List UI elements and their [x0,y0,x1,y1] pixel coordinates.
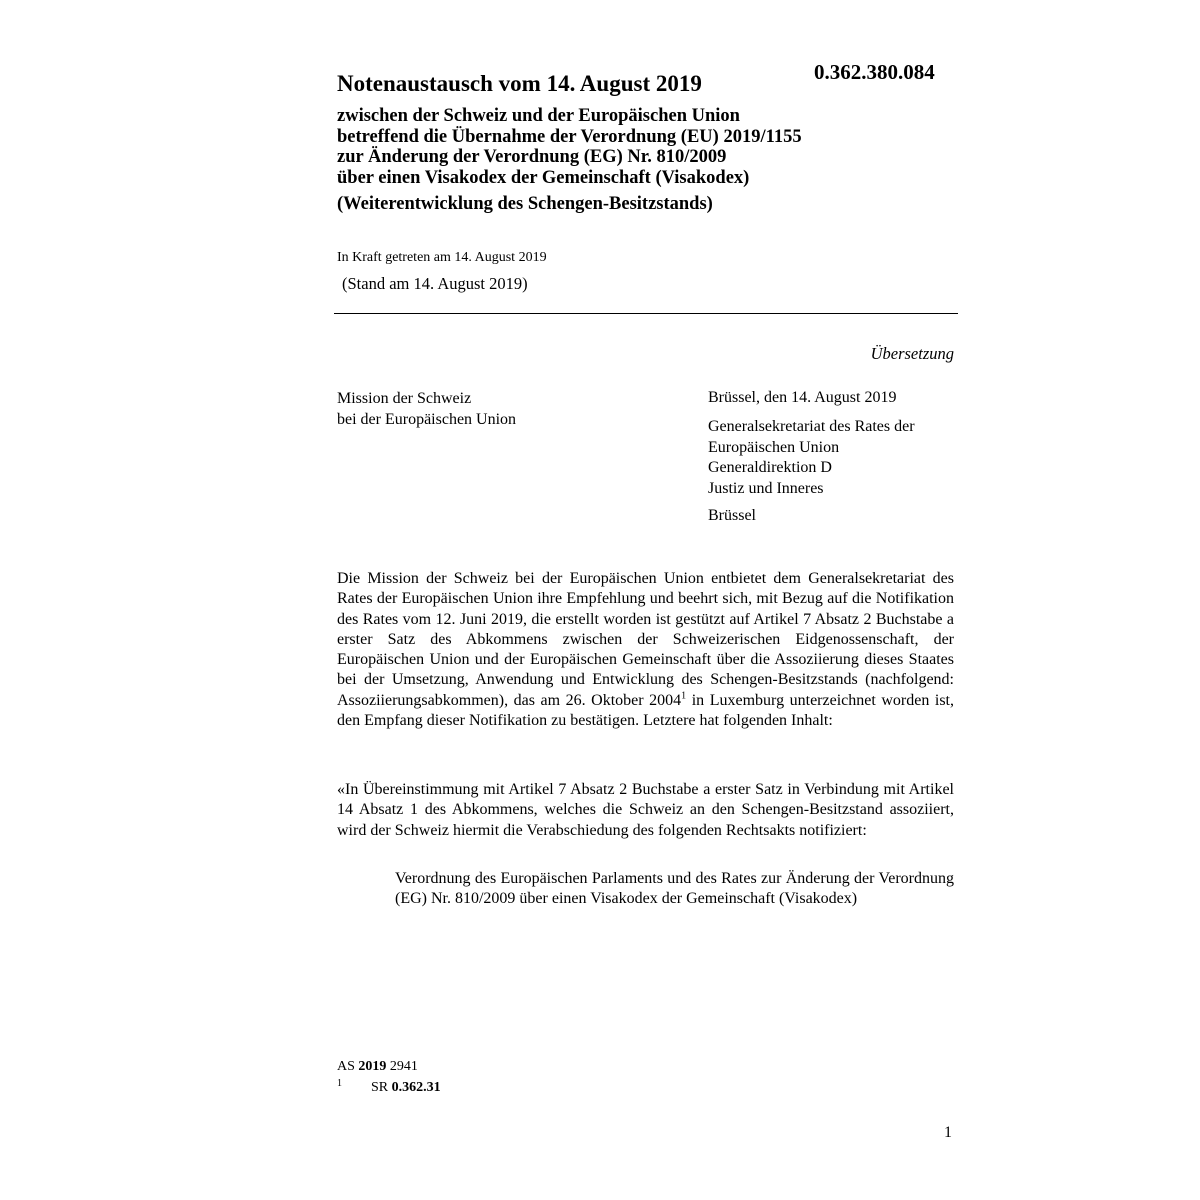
sender-line: bei der Europäischen Union [337,410,517,428]
recipient-line: Generaldirektion D [708,459,832,476]
official-compilation-reference [337,1059,418,1075]
page-number: 1 [944,1124,952,1141]
letter-sender [337,389,516,430]
document-subtitle [337,106,957,188]
footnote-link[interactable]: 0.362.31 [391,1080,441,1095]
recipient-line: Europäischen Union [708,438,840,456]
footnote-prefix: SR [371,1080,392,1095]
letter-recipient [708,417,915,499]
status-date: (Stand am 14. August 2019) [342,274,528,293]
subtitle-line: betreffend die Übernahme der Verordnung (EU) 2019/1155 [337,126,802,147]
as-prefix: AS [337,1059,359,1074]
subtitle-line: über einen Visakodex der Gemeinschaft (Visakodex) [337,167,750,188]
recipient-line: Justiz und Inneres [708,479,824,497]
paragraph-text: in Luxemburg unterzeichnet worden ist, den Empfang dieser Notifikation zu bestätigen. Letztere hat folgenden Inhalt: [337,691,955,730]
body-paragraph-notification: «In Übereinstimmung mit Artikel 7 Absatz 2 Buchstabe a erster Satz in Verbindung mit Artikel 14 Absatz 1 des Abkommens, welches die Schweiz an den Schengen-Besitzstand assoziiert, wird der Schweiz hiermit die Verabschiedung des folgenden Rechtsakts notifiziert: [337,781,954,839]
document-subtitle-schengen: (Weiterentwicklung des Schengen-Besitzstands) [337,194,713,214]
subtitle-line: zur Änderung der Verordnung (EG) Nr. 810/2009 [337,147,727,167]
paragraph-text: Die Mission der Schweiz bei der Europäischen Union entbietet dem Generalsekretariat des Rates der Europäischen Union ihre Empfehlung und beehrt sich, mit Bezug auf die Notifikation des Rates vom 12. Juni 2019, die erstellt worden ist gestützt auf Artikel 7 Absatz 2 Buchstabe a erster Satz des Abkommens zwischen der Schweizerischen Eidgenossenschaft, der Europäischen Union und der Europäischen Gemeinschaft über die Assoziierung dieses Staates bei der Umsetzung, Anwendung und Entwicklung des Schengen-Besitzstands (nachfolgend: Assoziierungsabkommen), das am 26. Oktober 2004 [337,570,954,709]
footnote [337,1080,441,1096]
body-indented-regulation: Verordnung des Europäischen Parlaments und des Rates zur Änderung der Verordnung (EG) Nr. 810/2009 über einen Visakodex der Gemeinschaft (Visakodex) [395,870,954,908]
in-force-date: In Kraft getreten am 14. August 2019 [337,250,547,265]
header-divider [334,313,958,314]
footnote-reference[interactable]: 1 [681,690,687,702]
sr-number: 0.362.380.084 [814,60,935,84]
footnote-number: 1 [337,1078,342,1089]
letter-date: Brüssel, den 14. August 2019 [708,389,897,406]
body-paragraph-intro [337,569,954,731]
translation-label: Übersetzung [870,344,954,363]
sender-line: Mission der Schweiz [337,390,472,407]
recipient-city: Brüssel [708,507,756,524]
as-page: 2941 [386,1059,418,1074]
subtitle-line: zwischen der Schweiz und der Europäischen Union [337,106,740,126]
recipient-line: Generalsekretariat des Rates der [708,418,915,435]
as-year: 2019 [358,1059,387,1074]
document-title: Notenaustausch vom 14. August 2019 [337,71,702,96]
